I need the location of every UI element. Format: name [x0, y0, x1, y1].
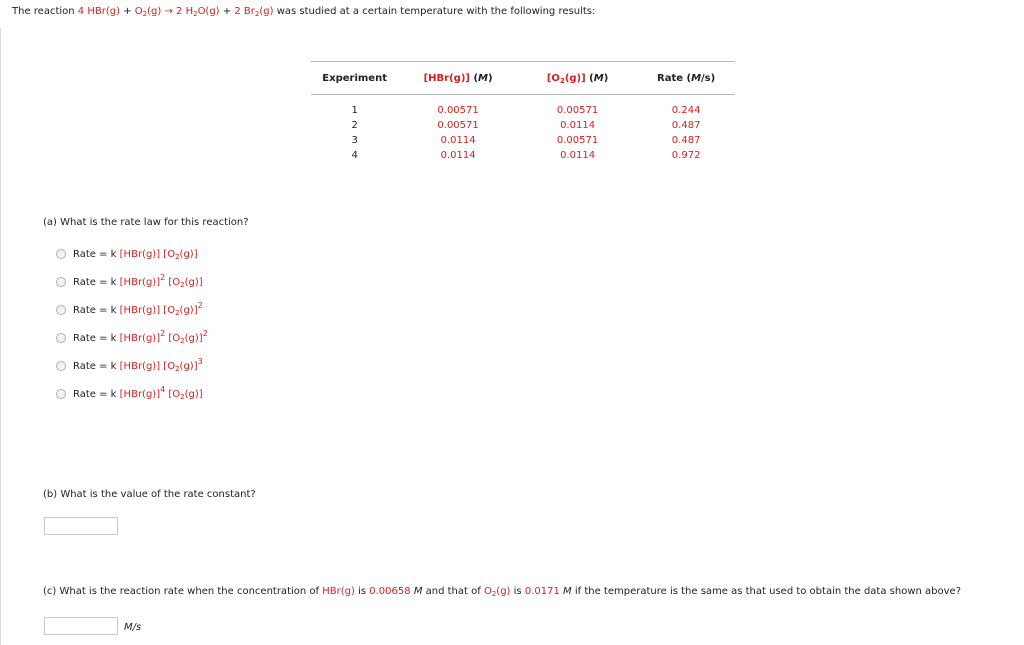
cell-o2: 0.00571 [556, 105, 599, 116]
rate-law-option-5[interactable] [56, 356, 203, 373]
radio-button[interactable] [56, 249, 66, 259]
option-label: Rate = k $[HBr(g)]^2$ $[O_2(g)]^2$ [73, 328, 208, 345]
option-label: Rate = k $[HBr(g)]^4$ $[O_2(g)]$ [73, 384, 203, 401]
col-rate: Rate (M/s) [637, 62, 735, 95]
question-a: (a) What is the rate law for this reaction? [43, 217, 249, 228]
table-row [311, 95, 735, 119]
cell-o2: 0.0114 [560, 120, 596, 131]
product-br2: 2 $Br_2(g)$ [234, 6, 274, 18]
option-label: Rate = k [HBr(g)] $[O_2(g)]^3$ [73, 356, 203, 373]
option-label: Rate = k [HBr(g)] $[O_2(g)]^2$ [73, 300, 203, 317]
rate-law-option-4[interactable] [56, 328, 208, 345]
question-b: (b) What is the value of the rate constant? [43, 489, 256, 500]
cell-o2: 0.00571 [556, 135, 599, 146]
reaction-rate-input[interactable] [44, 617, 118, 635]
table-header-row [311, 62, 735, 95]
product-h2o: 2 $H_2O(g)$ [176, 6, 220, 18]
question-c: (c) What is the reaction rate when the concentration of HBr(g) is 0.00658 M and that of $O_2(g)$ is 0.0171 M if the temperature is the same as that used to obtain the data shown above? [43, 586, 961, 598]
reactant-hbr: 4 HBr(g) [77, 6, 120, 17]
cell-hbr: 0.00571 [437, 120, 479, 131]
problem-statement [12, 6, 595, 17]
table-row [311, 118, 735, 133]
col-experiment: Experiment [311, 62, 398, 95]
plus-sign: + [222, 6, 232, 17]
table-row [311, 133, 735, 148]
reactant-o2: $O_2(g)$ [134, 6, 162, 18]
radio-button[interactable] [56, 333, 66, 343]
cell-rate: 0.244 [671, 105, 701, 116]
cell-experiment: 3 [351, 135, 358, 146]
radio-button[interactable] [56, 305, 66, 315]
rate-law-option-2[interactable] [56, 272, 203, 289]
option-label: Rate = k $[HBr(g)]^2$ $[O_2(g)]$ [73, 272, 203, 289]
radio-button[interactable] [56, 361, 66, 371]
cell-hbr: 0.0114 [440, 150, 476, 161]
cell-experiment: 2 [351, 120, 358, 131]
intro-suffix: was studied at a certain temperature with the following results: [276, 6, 596, 17]
radio-button[interactable] [56, 389, 66, 399]
cell-rate: 0.972 [671, 150, 701, 161]
rate-unit-label: M/s [124, 622, 142, 633]
cell-rate: 0.487 [671, 135, 701, 146]
reaction-arrow: → [164, 6, 173, 17]
col-hbr: [HBr(g)] (M) [398, 62, 518, 95]
left-border [0, 28, 1, 645]
experiment-data-table [311, 61, 735, 163]
rate-law-option-3[interactable] [56, 300, 203, 317]
table-row [311, 148, 735, 163]
cell-experiment: 1 [351, 105, 358, 116]
plus-sign: + [123, 6, 132, 17]
rate-constant-input[interactable] [44, 517, 118, 535]
cell-o2: 0.0114 [560, 150, 596, 161]
rate-law-option-1[interactable] [56, 247, 198, 261]
intro-prefix: The reaction [12, 6, 75, 17]
cell-hbr: 0.0114 [440, 135, 476, 146]
radio-button[interactable] [56, 277, 66, 287]
option-label: Rate = k [HBr(g)] $[O_2(g)]$ [73, 248, 198, 261]
cell-rate: 0.487 [671, 120, 701, 131]
cell-hbr: 0.00571 [437, 105, 479, 116]
col-o2: $[O_2(g)]$ (M) [518, 62, 637, 95]
cell-experiment: 4 [351, 150, 358, 161]
rate-law-option-6[interactable] [56, 384, 203, 401]
